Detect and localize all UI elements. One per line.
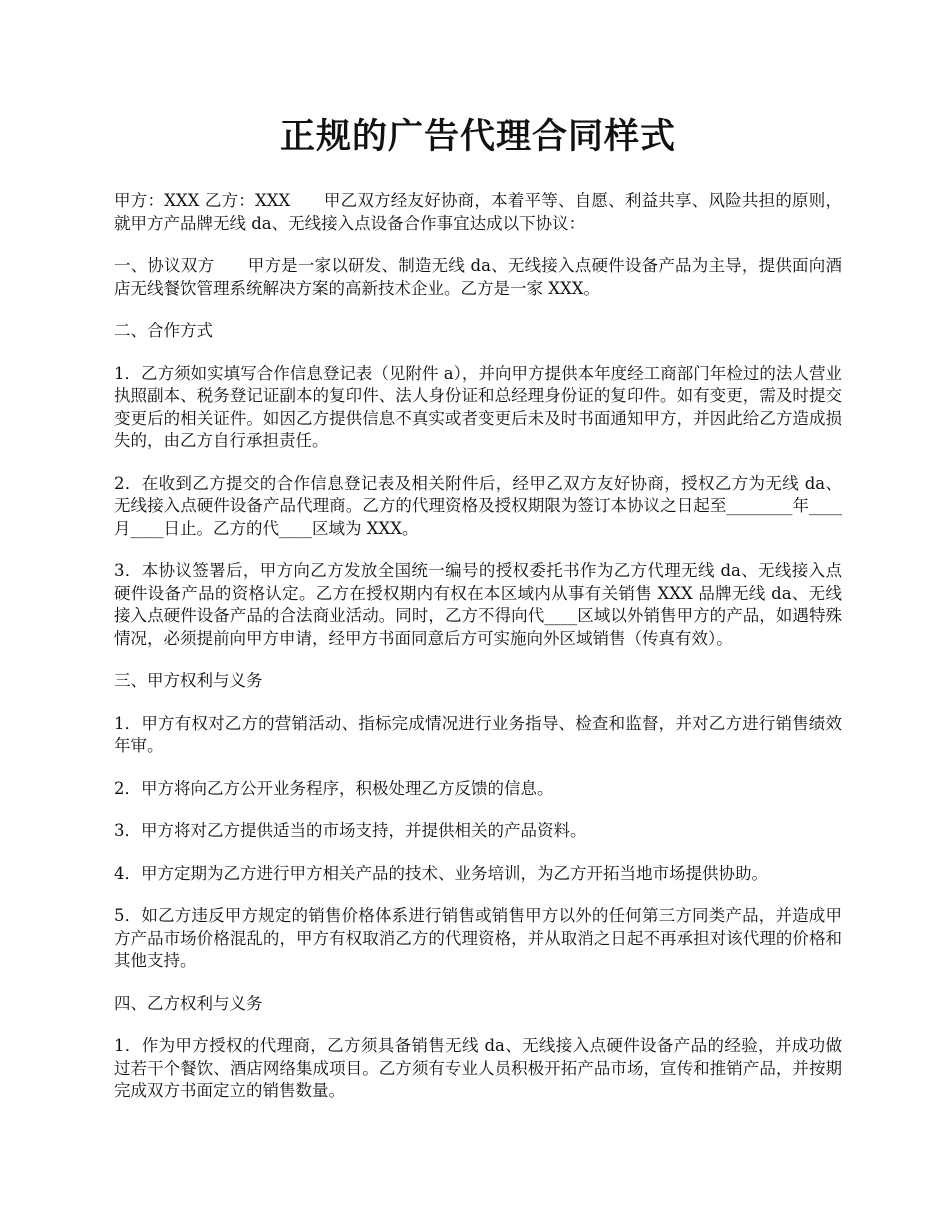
section-3-item: 3．甲方将对乙方提供适当的市场支持，并提供相关的产品资料。	[114, 821, 587, 840]
section-2-item: 3．本协议签署后，甲方向乙方发放全国统一编号的授权委托书作为乙方代理无线 da、无线接入点硬件设备产品的资格认定。乙方在授权期内有权在本区域内从事有关销售 XXX 品牌无线 da、无线接入点硬件设备产品的合法商业活动。同时，乙方不得向代____区域以外销售甲方的产品，如遇特殊情况，必须提前向甲方申请，经甲方书面同意后方可实施向外区域销售（传真有效）。	[114, 561, 842, 648]
section-2-heading: 二、合作方式	[114, 321, 213, 340]
section-2-item: 1．乙方须如实填写合作信息登记表（见附件 a），并向甲方提供本年度经工商部门年检过的法人营业执照副本、税务登记证副本的复印件、法人身份证和总经理身份证的复印件。如有变更，需及时提交变更后的相关证件。如因乙方提供信息不真实或者变更后未及时书面通知甲方，并因此给乙方造成损失的，由乙方自行承担责任。	[114, 363, 842, 450]
section-4-heading: 四、乙方权利与义务	[114, 993, 263, 1013]
intro-paragraph: 甲方：XXX 乙方：XXX 甲乙双方经友好协商，本着平等、自愿、利益共享、风险共担的原则，就甲方产品牌无线 da、无线接入点设备合作事宜达成以下协议：	[114, 191, 842, 233]
section-4-item: 1．作为甲方授权的代理商，乙方须具备销售无线 da、无线接入点硬件设备产品的经验，并成功做过若干个餐饮、酒店网络集成项目。乙方须有专业人员积极开拓产品市场，宣传和推销产品，并按期完成双方书面定立的销售数量。	[114, 1036, 842, 1100]
section-1-paragraph: 一、协议双方 甲方是一家以研发、制造无线 da、无线接入点硬件设备产品为主导，提供面向酒店无线餐饮管理系统解决方案的高新技术企业。乙方是一家 XXX。	[114, 256, 842, 298]
section-3-item: 2．甲方将向乙方公开业务程序，积极处理乙方反馈的信息。	[114, 778, 554, 798]
document-title: 正规的广告代理合同样式	[279, 116, 676, 157]
section-3-item: 4．甲方定期为乙方进行甲方相关产品的技术、业务培训，为乙方开拓当地市场提供协助。	[114, 863, 768, 883]
section-3-heading: 三、甲方权利与义务	[114, 671, 263, 690]
section-2-item: 2．在收到乙方提交的合作信息登记表及相关附件后，经甲乙双方友好协商，授权乙方为无线 da、无线接入点硬件设备产品代理商。乙方的代理资格及授权期限为签订本协议之日起至________年____月____日止。乙方的代____区域为 XXX。	[114, 473, 842, 538]
section-3-item: 5．如乙方违反甲方规定的销售价格体系进行销售或销售甲方以外的任何第三方同类产品，并造成甲方产品市场价格混乱的，甲方有权取消乙方的代理资格，并从取消之日起不再承担对该代理的价格和其他支持。	[114, 906, 842, 970]
section-3-item: 1．甲方有权对乙方的营销活动、指标完成情况进行业务指导、检查和监督，并对乙方进行销售绩效年审。	[114, 713, 842, 755]
